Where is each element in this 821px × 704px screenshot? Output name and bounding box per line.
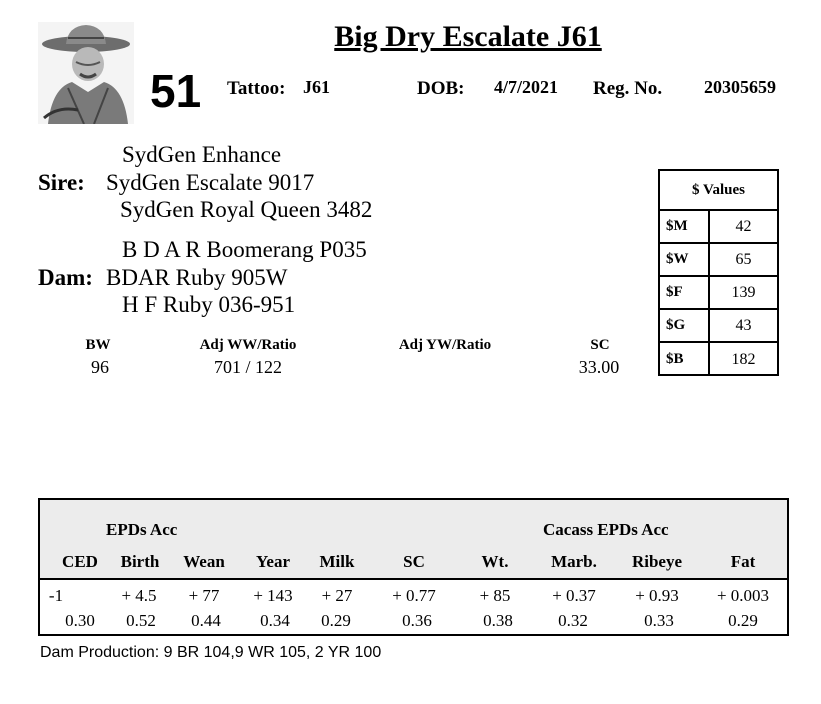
dob-value: 4/7/2021 [494,77,559,97]
bw-label: BW [85,337,111,353]
epd-header-sc: SC [403,552,425,571]
dob-label: DOB: [417,78,465,99]
epd-header-ribeye: Ribeye [631,552,683,571]
bw-value: 96 [91,357,109,377]
epd-acc-marb: 0.32 [558,611,588,630]
epd-value-ced: -1 [48,586,64,605]
epd-value-year: + 143 [253,586,293,605]
epd-acc-birth: 0.52 [126,611,156,630]
dollar-value-row [660,310,777,343]
epd-value-wt: + 85 [479,586,511,605]
epd-acc-wt: 0.38 [483,611,513,630]
epd-value-sc: + 0.77 [392,586,436,605]
sire-sire: SydGen Enhance [122,142,282,167]
epd-group-label: EPDs Acc [106,520,178,539]
epd-acc-year: 0.34 [260,611,290,630]
dollar-value-number: 65 [735,250,752,268]
epd-value-birth: + 4.5 [121,586,157,605]
dollar-value-number: 42 [735,217,752,235]
epd-header-wean: Wean [183,552,225,571]
epd-value-ribeye: + 0.93 [635,586,679,605]
cowboy-logo-icon [38,22,134,124]
epd-acc-ced: 0.30 [65,611,95,630]
sc-value: 33.00 [578,357,620,377]
epd-acc-milk: 0.29 [321,611,351,630]
dollar-value-number: 139 [731,283,756,301]
epd-header-milk: Milk [319,552,355,571]
dollar-value-row [660,343,777,376]
yw-label: Adj YW/Ratio [398,337,492,353]
dam-name: BDAR Ruby 905W [106,265,288,290]
dollar-value-row [660,277,777,310]
dollar-value-row [660,244,777,277]
epd-table [38,498,789,636]
epd-acc-sc: 0.36 [402,611,432,630]
epd-header-wt: Wt. [481,552,509,571]
epd-acc-ribeye: 0.33 [644,611,674,630]
epd-header-marb: Marb. [551,552,597,571]
carcass-epd-group-label: Cacass EPDs Acc [543,520,669,539]
epd-header-birth: Birth [120,552,160,571]
dam-label: Dam: [38,265,93,290]
epd-value-wean: + 77 [188,586,220,605]
epd-value-marb: + 0.37 [552,586,596,605]
dollar-value-number: 182 [731,350,756,368]
reg-value: 20305659 [704,77,776,97]
dam-production: Dam Production: 9 BR 104,9 WR 105, 2 YR 100 [40,644,382,661]
sc-label: SC [590,337,610,353]
ww-value: 701 / 122 [213,357,282,377]
dollar-value-label: $F [660,277,710,308]
reg-label: Reg. No. [593,78,663,99]
tattoo-value: J61 [303,77,330,97]
dam-sire: B D A R Boomerang P035 [122,237,367,262]
dollar-values-title: $ Values [660,171,777,211]
animal-title: Big Dry Escalate J61 [334,20,602,53]
dam-dam: H F Ruby 036-951 [122,292,296,317]
sire-dam: SydGen Royal Queen 3482 [120,197,373,222]
dollar-value-row [660,211,777,244]
tattoo-label: Tattoo: [227,78,286,99]
epd-header-fat: Fat [730,552,756,571]
epd-header-year: Year [256,552,290,571]
sire-name: SydGen Escalate 9017 [106,170,315,195]
epd-value-fat: + 0.003 [716,586,770,605]
dollar-value-number: 43 [735,316,752,334]
dollar-values-table [658,169,779,376]
epd-value-milk: + 27 [321,586,353,605]
dollar-value-label: $W [660,244,710,275]
epd-header-ced: CED [62,552,98,571]
dollar-value-label: $G [660,310,710,341]
sire-label: Sire: [38,170,85,195]
epd-acc-fat: 0.29 [728,611,758,630]
dollar-value-label: $M [660,211,710,242]
dollar-value-label: $B [660,343,710,376]
epd-acc-wean: 0.44 [191,611,221,630]
lot-number: 51 [150,65,202,117]
ww-label: Adj WW/Ratio [199,337,297,353]
